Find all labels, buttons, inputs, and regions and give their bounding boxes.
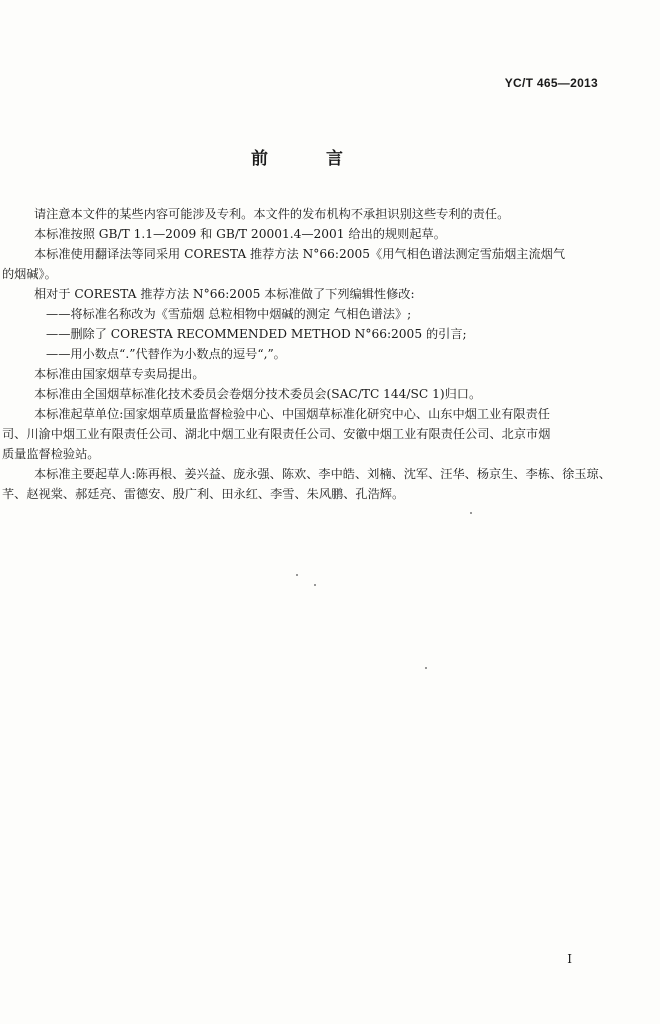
scan-speck bbox=[296, 574, 298, 576]
paragraph: 本标准按照 GB/T 1.1—2009 和 GB/T 20001.4—2001 给出的规则起草。 bbox=[34, 227, 446, 241]
paragraph-continuation: 质量监督检验站。 bbox=[2, 447, 100, 461]
page-number: I bbox=[567, 952, 572, 966]
list-item: ——用小数点“.”代替作为小数点的逗号“,”。 bbox=[46, 347, 286, 361]
paragraph: 本标准主要起草人:陈再根、姜兴益、庞永强、陈欢、李中皓、刘楠、沈军、汪华、杨京生、李栋、徐玉琼、 bbox=[34, 467, 611, 481]
scan-speck bbox=[314, 584, 316, 586]
paragraph: 请注意本文件的某些内容可能涉及专利。本文件的发布机构不承担识别这些专利的责任。 bbox=[34, 207, 510, 221]
scan-speck bbox=[425, 667, 427, 669]
paragraph-continuation: 芊、赵视棠、郝廷亮、雷德安、殷广利、田永红、李雪、朱风鹏、孔浩辉。 bbox=[2, 487, 405, 501]
paragraph: 本标准由国家烟草专卖局提出。 bbox=[34, 367, 205, 381]
paragraph-continuation: 司、川渝中烟工业有限责任公司、湖北中烟工业有限责任公司、安徽中烟工业有限责任公司、北京市烟 bbox=[2, 427, 551, 441]
paragraph: 本标准由全国烟草标准化技术委员会卷烟分技术委员会(SAC/TC 144/SC 1)归口。 bbox=[34, 387, 482, 401]
paragraph: 本标准使用翻译法等同采用 CORESTA 推荐方法 N°66:2005《用气相色谱法测定雪茄烟主流烟气 bbox=[34, 247, 566, 261]
paragraph-continuation: 的烟碱》。 bbox=[2, 267, 57, 281]
list-item: ——删除了 CORESTA RECOMMENDED METHOD N°66:2005 的引言; bbox=[46, 327, 467, 341]
paragraph: 相对于 CORESTA 推荐方法 N°66:2005 本标准做了下列编辑性修改: bbox=[34, 287, 415, 301]
standard-code: YC/T 465—2013 bbox=[504, 76, 598, 90]
page-title: 前 言 bbox=[251, 149, 369, 169]
paragraph: 本标准起草单位:国家烟草质量监督检验中心、中国烟草标准化研究中心、山东中烟工业有限责任 bbox=[34, 407, 550, 421]
list-item: ——将标准名称改为《雪茄烟 总粒相物中烟碱的测定 气相色谱法》; bbox=[46, 307, 412, 321]
foreword-body bbox=[0, 204, 610, 504]
scan-speck bbox=[470, 512, 472, 514]
